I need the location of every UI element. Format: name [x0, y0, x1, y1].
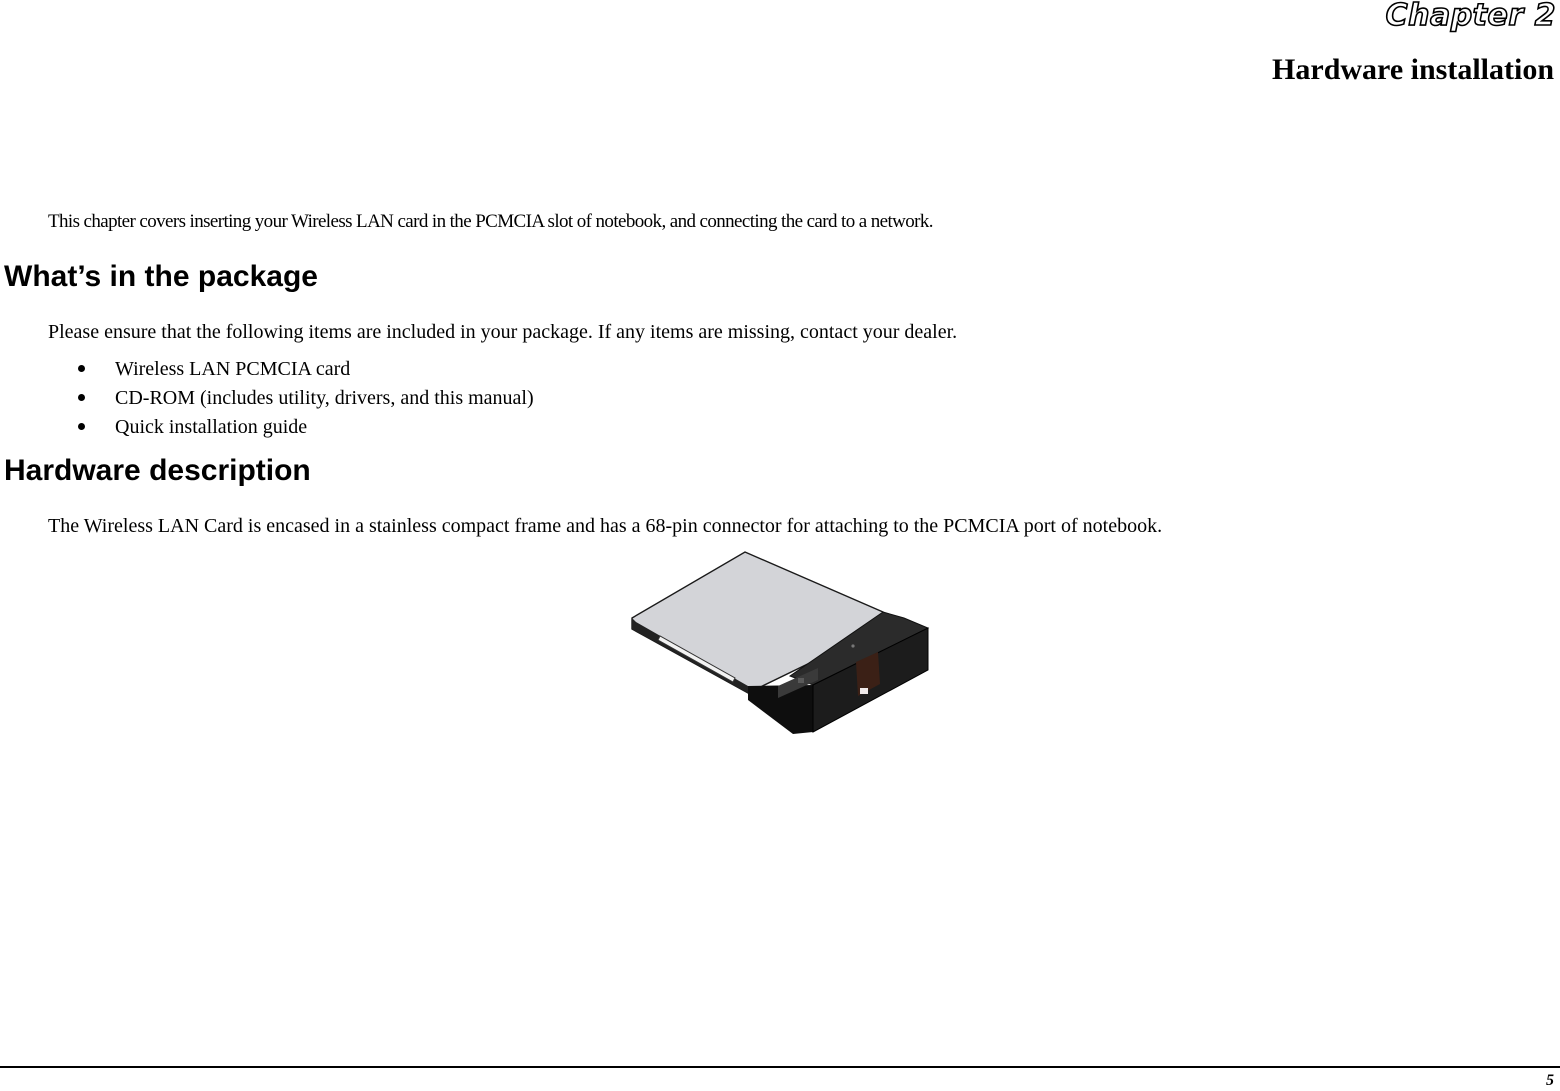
list-item-label: Quick installation guide: [115, 416, 308, 438]
package-items-list: [78, 356, 534, 443]
chapter-title: Hardware installation: [1272, 53, 1554, 86]
footer-rule: [0, 1066, 1560, 1068]
list-item-label: Wireless LAN PCMCIA card: [115, 358, 351, 380]
section-heading-hardware: Hardware description: [4, 454, 311, 487]
status-light: [860, 688, 868, 694]
list-item: [78, 385, 534, 414]
list-item: [78, 356, 534, 385]
list-item: [78, 414, 534, 443]
page-number: 5: [1546, 1072, 1554, 1089]
intro-paragraph: This chapter covers inserting your Wireless LAN card in the PCMCIA slot of notebook, and connecting the card to a network.: [48, 211, 933, 232]
screw-mark: [851, 644, 854, 647]
bullet-icon: [78, 394, 85, 401]
bullet-icon: [78, 423, 85, 430]
hardware-paragraph: The Wireless LAN Card is encased in a stainless compact frame and has a 68-pin connector for attaching to the PCMCIA port of notebook.: [48, 515, 1163, 537]
bullet-icon: [78, 365, 85, 372]
package-paragraph: Please ensure that the following items are included in your package. If any items are missing, contact your dealer.: [48, 321, 958, 343]
chapter-label: Chapter 2: [1385, 0, 1556, 33]
led-indicator: [798, 678, 804, 683]
pcmcia-card-illustration: [628, 550, 930, 736]
list-item-label: CD-ROM (includes utility, drivers, and this manual): [115, 387, 534, 409]
section-heading-package: What’s in the package: [4, 260, 318, 293]
